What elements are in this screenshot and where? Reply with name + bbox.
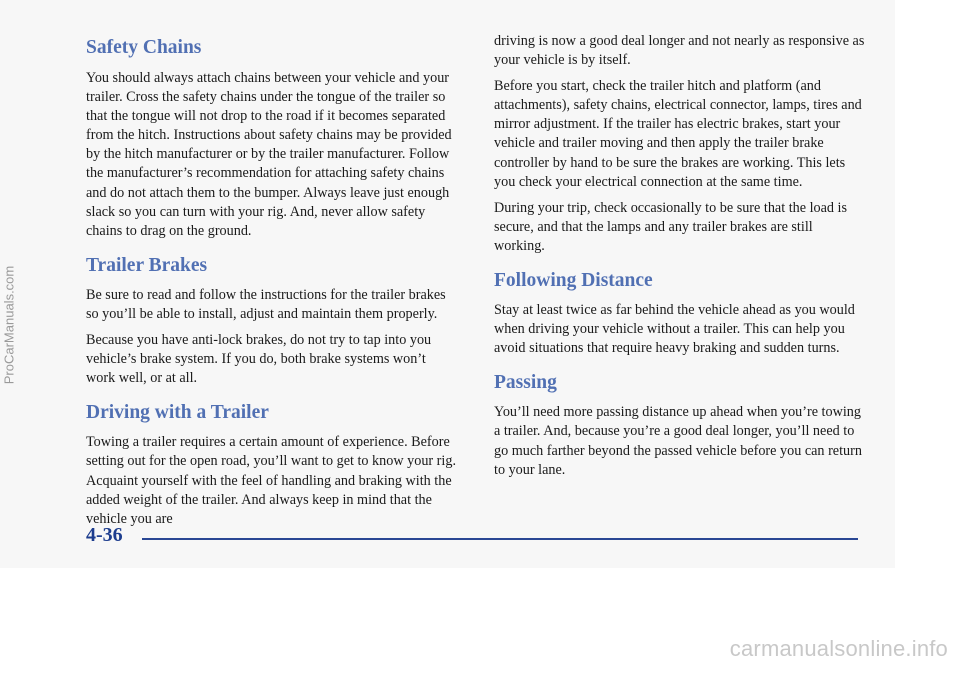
footer-rule [142,538,858,540]
driving-with-trailer-paragraph: Towing a trailer requires a certain amount of experience. Before setting out for the open road, you’ll want to get to know your rig. Acquaint yourself with the feel of handling and braking with the added weight of the trailer. And always keep in mind that the vehicle you are [86,434,456,527]
heading-safety-chains: Safety Chains [86,37,202,58]
side-watermark-text: ProCarManuals.com [1,265,17,385]
heading-following-distance: Following Distance [494,270,653,292]
heading-passing: Passing [494,372,557,394]
heading-driving-with-trailer: Driving with a Trailer [86,402,269,424]
page-number: 4-36 [86,524,123,546]
passing-paragraph: You’ll need more passing distance up ahead when you’re towing a trailer. And, because you’re a good deal longer, you’ll need to go much farther beyond the passed vehicle before you can return to your lane. [494,404,862,478]
trailer-brakes-paragraph-1: Be sure to read and follow the instructions for the trailer brakes so you’ll be able to install, adjust and maintain them properly. [86,286,446,322]
site-watermark: carmanualsonline.info [729,636,948,661]
continuation-paragraph-1: driving is now a good deal longer and not nearly as responsive as your vehicle is by itself. [494,33,865,69]
left-column [86,32,458,529]
side-watermark [0,210,18,440]
continuation-paragraph-2: Before you start, check the trailer hitch and platform (and attachments), safety chains, electrical connector, lamps, tires and mirror adjustment. If the trailer has electric brakes, start your vehicle and trailer moving and then apply the trailer brake controller by hand to be sure the brakes are working. This lets you check your electrical connection at the same time. [494,78,862,190]
heading-trailer-brakes: Trailer Brakes [86,254,208,276]
right-column [494,32,866,480]
safety-chains-paragraph: You should always attach chains between your vehicle and your trailer. Cross the safety chains under the tongue of the trailer so that the tongue will not drop to the road if it becomes separated from the hitch. Instructions about safety chains may be provided by the hitch manufacturer or by the trailer manufacturer. Follow the manufacturer’s recommendation for attaching safety chains and do not attach them to the bumper. Always leave just enough slack so you can turn with your rig. And, never allow safety chains to drag on the ground. [86,70,452,239]
page-footer [86,524,858,554]
following-distance-paragraph: Stay at least twice as far behind the vehicle ahead as you would when driving your vehicle without a trailer. This can help you avoid situations that require heavy braking and sudden turns. [494,302,855,357]
continuation-paragraph-3: During your trip, check occasionally to be sure that the load is secure, and that the lamps and any trailer brakes are still working. [494,199,848,254]
trailer-brakes-paragraph-2: Because you have anti-lock brakes, do not try to tap into you vehicle’s brake system. If you do, both brake systems won’t work well, or at all. [86,332,432,387]
